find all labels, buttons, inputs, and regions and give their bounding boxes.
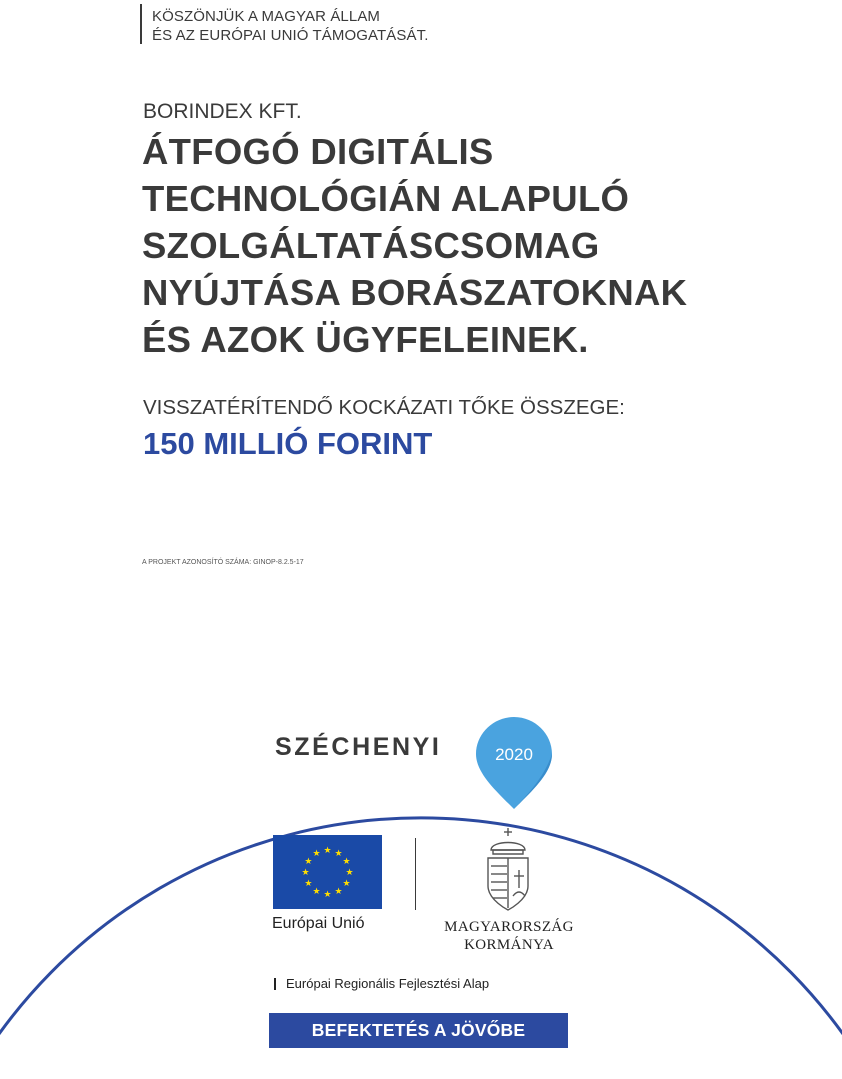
- thanks-line-1: KÖSZÖNJÜK A MAGYAR ÁLLAM: [152, 8, 381, 25]
- eu-star-icon: ★: [301, 868, 310, 878]
- thanks-line-2: ÉS AZ EURÓPAI UNIÓ TÁMOGATÁSÁT.: [152, 27, 429, 44]
- amount-value: 150 MILLIÓ FORINT: [143, 426, 433, 461]
- fund-marker: [274, 978, 276, 990]
- eu-star-icon: ★: [312, 887, 321, 898]
- title-line-2: TECHNOLÓGIÁN ALAPULÓ: [142, 178, 630, 219]
- eu-star-icon: ★: [312, 848, 321, 859]
- szechenyi-year: 2020: [495, 745, 533, 764]
- szechenyi-wordmark: SZÉCHENYI: [275, 733, 442, 761]
- eu-star-icon: ★: [342, 879, 351, 889]
- company-name: BORINDEX KFT.: [143, 100, 302, 123]
- eu-label: Európai Unió: [272, 915, 365, 932]
- amount-label: VISSZATÉRÍTENDŐ KOCKÁZATI TŐKE ÖSSZEGE:: [143, 396, 625, 419]
- title-line-3: SZOLGÁLTATÁSCSOMAG: [142, 225, 600, 266]
- gov-line-1: MAGYARORSZÁG: [444, 919, 574, 935]
- title-line-5: ÉS AZOK ÜGYFELEINEK.: [142, 319, 589, 360]
- coat-of-arms-icon: [483, 826, 533, 914]
- hungarian-government-label: [442, 918, 576, 954]
- gov-line-2: KORMÁNYA: [464, 937, 554, 953]
- title-line-1: ÁTFOGÓ DIGITÁLIS: [142, 131, 494, 172]
- eu-star-icon: ★: [334, 848, 343, 859]
- eu-star-icon: ★: [304, 857, 313, 867]
- title-line-4: NYÚJTÁSA BORÁSZATOKNAK: [142, 272, 688, 313]
- szechenyi-pin-icon: [474, 715, 554, 813]
- eu-star-icon: ★: [304, 879, 313, 889]
- eu-star-icon: ★: [334, 887, 343, 898]
- eu-flag-icon: [273, 835, 382, 909]
- eu-star-icon: ★: [342, 857, 351, 867]
- project-id: A PROJEKT AZONOSÍTÓ SZÁMA: GINOP-8.2.5-17: [142, 559, 304, 566]
- eu-star-icon: ★: [323, 890, 332, 900]
- eu-star-icon: ★: [323, 846, 332, 856]
- logo-divider: [415, 838, 416, 910]
- fund-name: Európai Regionális Fejlesztési Alap: [286, 976, 490, 991]
- eu-star-icon: ★: [345, 868, 354, 878]
- invest-in-future-banner: BEFEKTETÉS A JÖVŐBE: [269, 1013, 568, 1048]
